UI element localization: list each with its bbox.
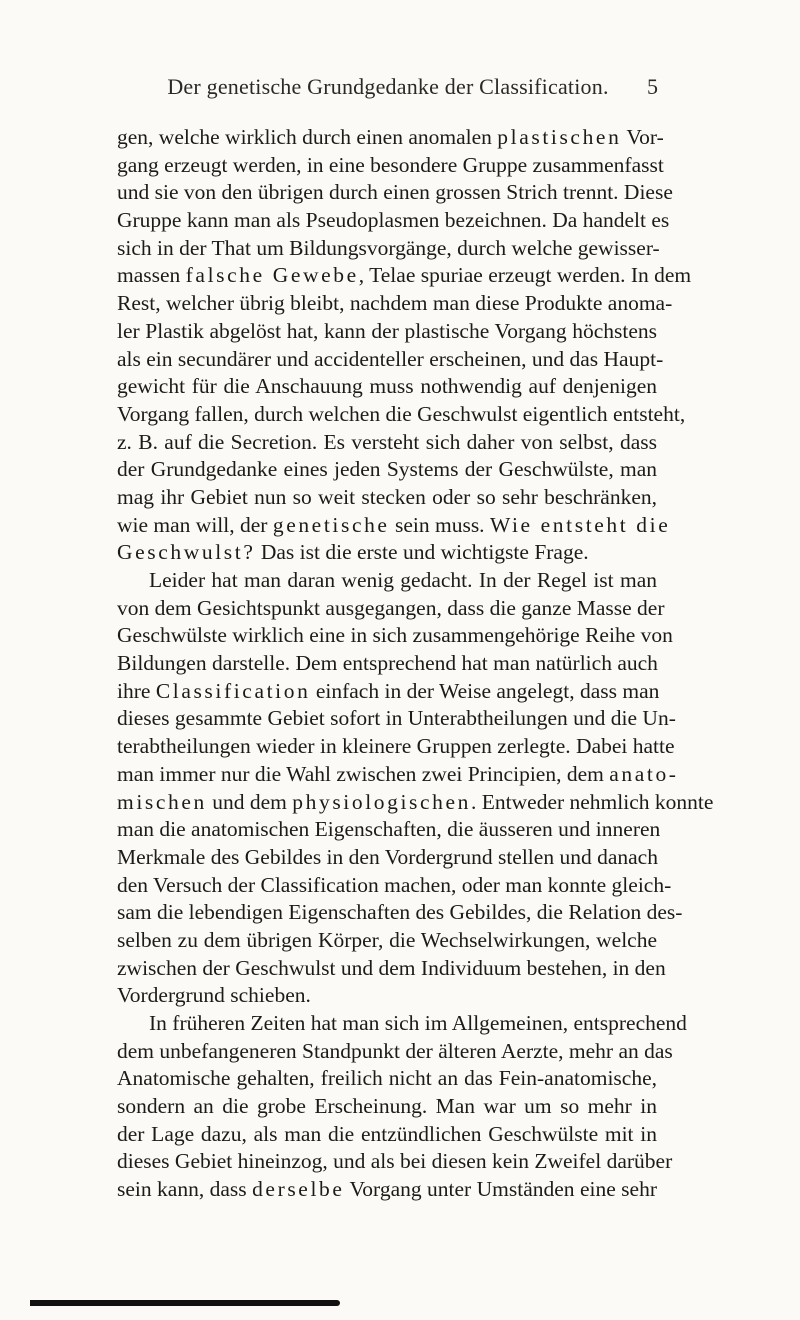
text-line [117, 982, 657, 1010]
text-line [117, 1038, 673, 1066]
text-line [117, 816, 661, 844]
text-segment: gewicht für die Anschauung muss nothwendig auf denjenigen [117, 374, 657, 399]
text-line [117, 1065, 657, 1093]
text-segment: der Grundgedanke eines jeden Systems der Geschwülste, man [117, 457, 657, 482]
text-segment: und sie von den übrigen durch einen grossen Strich trennt. Diese [117, 180, 673, 205]
text-segment: dieses gesammte Gebiet sofort in Unterabtheilungen und die Un- [117, 706, 676, 731]
text-line [117, 1093, 657, 1121]
text-line [117, 1176, 657, 1204]
text-segment: In früheren Zeiten hat man sich im Allgemeinen, entsprechend [149, 1011, 687, 1035]
text-line [117, 678, 660, 706]
emphasized-text: Wie entsteht die [489, 512, 671, 537]
text-segment: zwischen der Geschwulst und dem Individuum bestehen, in den [117, 955, 666, 980]
emphasized-text: genetische [272, 512, 390, 537]
text-segment: Vorgang fallen, durch welchen die Geschwulst eigentlich entsteht, [117, 401, 686, 426]
text-line [117, 872, 672, 900]
text-line [117, 927, 657, 955]
text-segment: wie man will, der [117, 512, 273, 537]
text-line [117, 207, 670, 235]
text-line [117, 401, 686, 429]
page-header [118, 74, 658, 108]
emphasized-text: falsche Gewebe [185, 263, 359, 288]
text-segment: selben zu dem übrigen Körper, die Wechselwirkungen, welche [117, 927, 657, 952]
text-segment: sam die lebendigen Eigenschaften des Gebildes, die Relation des- [117, 900, 683, 925]
emphasized-text: Geschwulst? [117, 540, 256, 565]
text-line [117, 567, 657, 595]
text-segment: ler Plastik abgelöst hat, kann der plastische Vorgang höchstens [117, 318, 657, 343]
emphasized-text: plastischen [497, 125, 622, 149]
text-segment: z. B. auf die Secretion. Es versteht sich daher von selbst, dass [117, 429, 657, 454]
text-line [117, 484, 657, 512]
text-segment: gen, welche wirklich durch einen anomalen [117, 125, 498, 149]
emphasized-text: derselbe [252, 1177, 345, 1202]
text-segment: Gruppe kann man als Pseudoplasmen bezeichnen. Da handelt es [117, 208, 670, 233]
text-segment: Leider hat man daran wenig gedacht. In der Regel ist man [149, 568, 657, 592]
text-line [117, 1148, 673, 1176]
text-line [117, 595, 665, 623]
text-line [117, 705, 676, 733]
text-line [117, 512, 671, 540]
text-line [117, 318, 657, 346]
text-line [117, 152, 664, 180]
page-number: 5 [647, 74, 658, 99]
text-line [117, 844, 657, 872]
text-segment: Das ist die erste und wichtigste Frage. [255, 540, 589, 565]
text-line [117, 373, 657, 401]
text-segment: sein muss. [389, 512, 490, 537]
text-segment: Vordergrund schieben. [117, 983, 311, 1008]
text-segment: dem unbefangeneren Standpunkt der älteren Aerzte, mehr an das [117, 1038, 673, 1063]
text-segment: sein kann, dass [117, 1177, 253, 1202]
text-line [117, 899, 683, 927]
text-segment: ihre [117, 678, 156, 703]
text-line [117, 955, 666, 983]
text-segment: sondern an die grobe Erscheinung. Man war um so mehr in [117, 1094, 657, 1119]
text-line [117, 235, 660, 263]
text-line [117, 761, 679, 789]
text-line [117, 539, 657, 567]
text-line [117, 429, 657, 457]
text-segment: Geschwülste wirklich eine in sich zusammengehörige Reihe von [117, 623, 673, 648]
text-line [117, 346, 664, 374]
emphasized-text: anato- [609, 761, 679, 786]
text-segment: Anatomische gehalten, freilich nicht an das Fein-anatomische, [117, 1066, 657, 1091]
text-line [117, 456, 657, 484]
text-segment: man immer nur die Wahl zwischen zwei Principien, dem [117, 761, 610, 786]
text-line [117, 789, 714, 817]
text-segment: Bildungen darstelle. Dem entsprechend hat man natürlich auch [117, 651, 658, 676]
text-segment: . Entweder nehmlich konnte [471, 789, 714, 814]
emphasized-text: physiologischen [292, 789, 472, 814]
text-segment: Vorgang unter Umständen eine sehr [344, 1177, 657, 1202]
bottom-edge-rule [30, 1300, 340, 1306]
text-segment: massen [117, 263, 186, 288]
text-segment: sich in der That um Bildungsvorgänge, durch welche gewisser- [117, 235, 660, 260]
text-segment: man die anatomischen Eigenschaften, die äusseren und inneren [117, 817, 661, 842]
text-line [117, 179, 673, 207]
emphasized-text: Classification [155, 678, 311, 703]
text-line [117, 1010, 687, 1038]
text-segment: von dem Gesichtspunkt ausgegangen, dass die ganze Masse der [117, 595, 665, 620]
text-segment: terabtheilungen wieder in kleinere Gruppen zerlegte. Dabei hatte [117, 734, 675, 759]
text-line [117, 290, 673, 318]
text-segment: Merkmale des Gebildes in den Vordergrund stellen und danach [117, 844, 658, 869]
text-segment: einfach in der Weise angelegt, dass man [310, 678, 660, 703]
text-line [117, 262, 692, 290]
text-segment: Rest, welcher übrig bleibt, nachdem man diese Produkte anoma- [117, 291, 673, 316]
text-segment: mag ihr Gebiet nun so weit stecken oder so sehr beschränken, [117, 484, 657, 509]
text-segment: , Telae spuriae erzeugt werden. In dem [358, 263, 692, 288]
running-head: Der genetische Grundgedanke der Classification. [167, 74, 609, 99]
text-segment: Vor- [621, 125, 664, 149]
text-line [117, 1121, 657, 1149]
text-segment: gang erzeugt werden, in eine besondere Gruppe zusammenfasst [117, 152, 664, 177]
text-line [117, 733, 675, 761]
text-segment: der Lage dazu, als man die entzündlichen Geschwülste mit in [117, 1121, 657, 1146]
text-segment: den Versuch der Classification machen, oder man konnte gleich- [117, 872, 672, 897]
text-segment: als ein secundärer und accidenteller erscheinen, und das Haupt- [117, 346, 664, 371]
text-segment: dieses Gebiet hineinzog, und als bei diesen kein Zweifel darüber [117, 1149, 673, 1174]
body-text [117, 124, 714, 1204]
text-segment: und dem [206, 789, 293, 814]
emphasized-text: mischen [117, 789, 207, 814]
text-line [117, 124, 664, 152]
text-line [117, 650, 657, 678]
text-line [117, 622, 673, 650]
